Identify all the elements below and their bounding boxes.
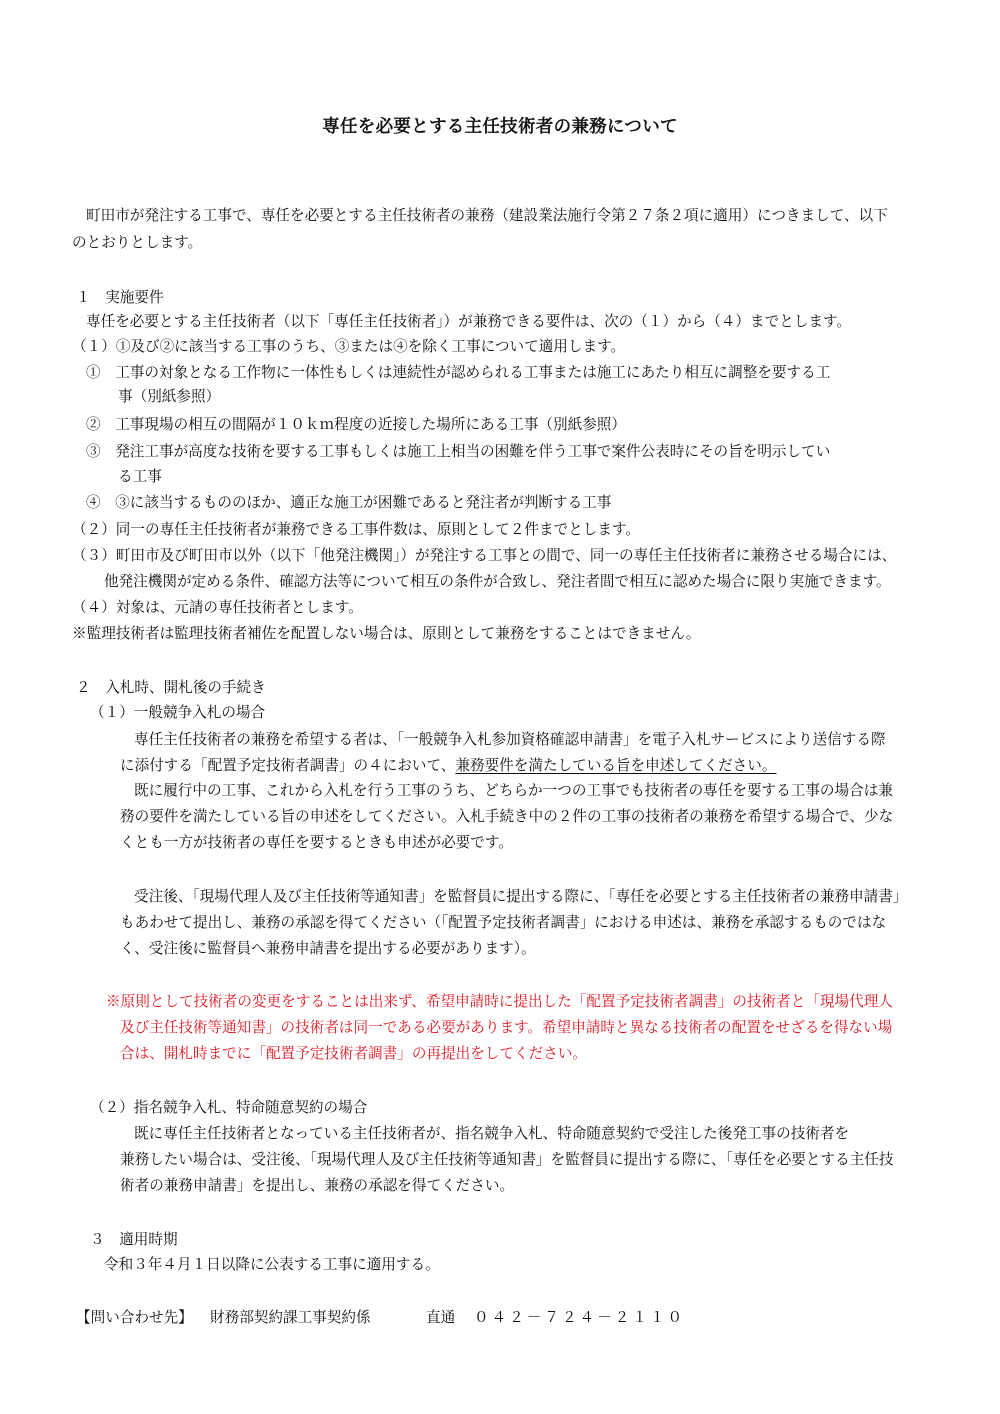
contact-phone-label: 直通 [426,1309,456,1326]
subsection-1-p2-line-3: くとも一方が技術者の専任を要するときも申述が必要です。 [120,834,513,851]
section-2-heading: ２ 入札時、開札後の手続き [76,679,266,696]
subsection-2-heading: （２）指名競争入札、特命随意契約の場合 [90,1099,368,1116]
requirement-3-line-2: 他発注機関が定める条件、確認方法等について相互の条件が合致し、発注者間で相互に認めた場合に限り実施できます。 [104,573,891,590]
section-1-lead: 専任を必要とする主任技術者（以下「専任主任技術者」）が兼務できる要件は、次の（１）から（４）までとします。 [86,313,852,330]
section-1-note: ※監理技術者は監理技術者補佐を配置しない場合は、原則として兼務をすることはできません。 [72,625,701,642]
condition-1-line-1: ① 工事の対象となる工作物に一体性もしくは連続性が認められる工事または施工にあたり相互に調整を要する工 [86,364,831,381]
condition-2: ② 工事現場の相互の間隔が１０ｋｍ程度の近接した場所にある工事（別紙参照） [86,416,626,433]
section-1-heading: １ 実施要件 [76,289,164,306]
subsection-1-p1-line-1: 専任主任技術者の兼務を希望する者は、「一般競争入札参加資格確認申請書」を電子入札サービスにより送信する際 [134,731,886,748]
document-title: 専任を必要とする主任技術者の兼務について [322,117,678,137]
contact-phone-number: ０４２－７２４－２１１０ [474,1309,686,1326]
requirement-1: （１）①及び②に該当する工事のうち、③または④を除く工事について適用します。 [72,338,626,355]
warning-line-1: ※原則として技術者の変更をすることは出来ず、希望申請時に提出した「配置予定技術者調書」の技術者と「現場代理人 [106,993,893,1010]
subsection-1-p3-line-3: く、受注後に監督員へ兼務申請書を提出する必要があります）。 [120,940,536,957]
condition-3-line-2: る工事 [118,468,162,485]
section-3-heading: ３ 適用時期 [90,1231,178,1248]
warning-line-3: 合は、開札時までに「配置予定技術者調書」の再提出をしてください。 [120,1045,588,1062]
requirement-3-line-1: （３）町田市及び町田市以外（以下「他発注機関」）が発注する工事との間で、同一の専任主任技術者に兼務させる場合には、 [72,547,897,564]
subsection-1-heading: （１）一般競争入札の場合 [90,704,266,721]
subsection-2-line-1: 既に専任主任技術者となっている主任技術者が、指名競争入札、特命随意契約で受注した後発工事の技術者を [134,1125,850,1142]
warning-line-2: 及び主任技術等通知書」の技術者は同一である必要があります。希望申請時と異なる技術者の配置をせざるを得ない場 [120,1019,893,1036]
subsection-1-p1-line-2 [120,754,776,777]
contact-label: 【問い合わせ先】 [76,1309,193,1326]
subsection-2-line-2: 兼務したい場合は、受注後、「現場代理人及び主任技術等通知書」を監督員に提出する際に、「専任を必要とする主任技 [120,1151,894,1168]
subsection-1-p3-line-2: もあわせて提出し、兼務の承認を得てください（「配置予定技術者調書」における申述は、兼務を承認するものではな [120,914,887,931]
requirement-4: （４）対象は、元請の専任技術者とします。 [72,599,363,616]
section-3-text: 令和３年４月１日以降に公表する工事に適用する。 [104,1256,440,1273]
subsection-1-p2-line-1: 既に履行中の工事、これから入札を行う工事のうち、どちらか一つの工事でも技術者の専任を要する工事の場合は兼 [134,782,893,799]
contact-department: 財務部契約課工事契約係 [210,1309,371,1326]
intro-line-2: のとおりとします。 [72,234,203,251]
requirement-2: （２）同一の専任主任技術者が兼務できる工事件数は、原則として２件までとします。 [72,521,640,538]
intro-line-1: 町田市が発注する工事で、専任を必要とする主任技術者の兼務（建設業法施行令第２７条２項に適用）につきまして、以下 [86,207,888,224]
p1-line-2-plain: に添付する「配置予定技術者調書」の４において、 [120,757,456,774]
subsection-1-p2-line-2: 務の要件を満たしている旨の申述をしてください。入札手続き中の２件の工事の技術者の兼務を希望する場合で、少な [120,808,894,825]
condition-1-line-2: 事（別紙参照） [118,388,221,405]
condition-3-line-1: ③ 発注工事が高度な技術を要する工事もしくは施工上相当の困難を伴う工事で案件公表時にその旨を明示してい [86,443,831,460]
p1-line-2-underlined: 兼務要件を満たしている旨を申述してください。 [455,757,777,774]
condition-4: ④ ③に該当するもののほか、適正な施工が困難であると発注者が判断する工事 [86,494,612,511]
subsection-1-p3-line-1: 受注後、「現場代理人及び主任技術等通知書」を監督員に提出する際に、「専任を必要とする主任技術者の兼務申請書」 [134,888,908,905]
subsection-2-line-3: 術者の兼務申請書」を提出し、兼務の承認を得てください。 [120,1177,515,1194]
